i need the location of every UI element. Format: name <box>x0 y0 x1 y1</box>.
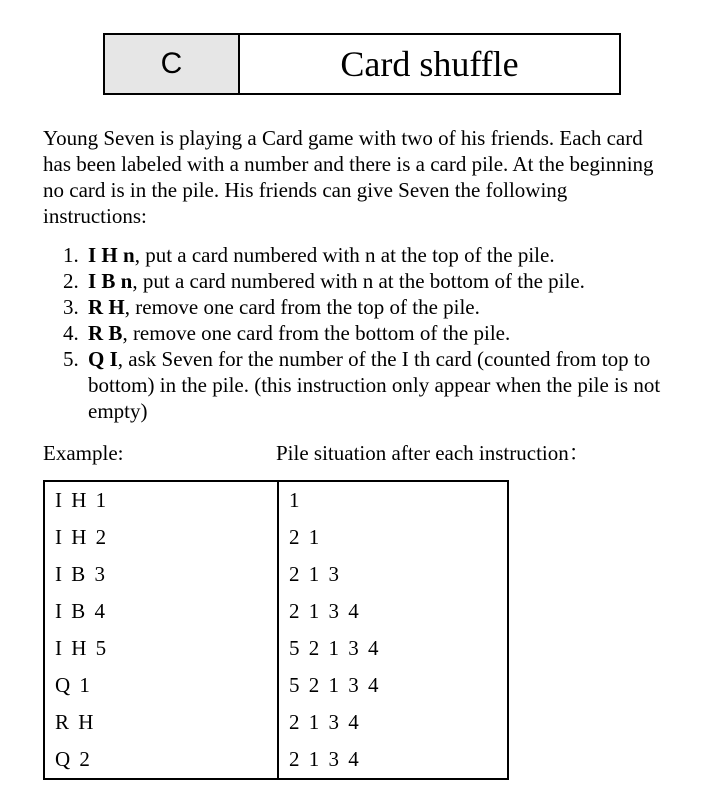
table-row <box>44 481 508 519</box>
example-table <box>43 480 509 780</box>
table-row <box>44 741 508 779</box>
instruction-command: Q I <box>88 347 118 371</box>
instruction-cell: I H 5 <box>44 630 278 667</box>
table-row <box>44 667 508 704</box>
instruction-cell: I H 1 <box>44 481 278 519</box>
instruction-text: , remove one card from the bottom of the pile. <box>122 321 511 345</box>
instruction-item <box>43 320 668 346</box>
instruction-command: R B <box>88 321 123 345</box>
instruction-text: , ask Seven for the number of the I th card (counted from top to bottom) in the pile. (this instruction only appear when the pile is not empty) <box>88 347 661 423</box>
table-row <box>44 593 508 630</box>
pile-cell: 1 <box>289 488 302 512</box>
instruction-command: I B n <box>88 269 133 293</box>
table-row <box>44 630 508 667</box>
problem-letter: C <box>105 35 240 93</box>
intro-paragraph: Young Seven is playing a Card game with two of his friends. Each card has been labeled with a number and there is a card pile. At the beginning no card is in the pile. His friends can give Seven the following instructions: <box>43 126 654 228</box>
instruction-cell: Q 2 <box>44 741 278 779</box>
instruction-cell: I B 3 <box>44 556 278 593</box>
table-row <box>44 704 508 741</box>
instruction-item <box>43 346 668 424</box>
table-row <box>44 556 508 593</box>
problem-header <box>103 33 621 95</box>
pile-cell: 2 1 3 4 <box>289 599 361 623</box>
instruction-cell: I H 2 <box>44 519 278 556</box>
problem-title: Card shuffle <box>340 44 519 84</box>
instruction-item <box>43 242 668 268</box>
example-label: Example: <box>43 441 124 465</box>
instruction-command: R H <box>88 295 125 319</box>
instruction-text: , remove one card from the top of the pile. <box>124 295 480 319</box>
pile-cell: 2 1 3 4 <box>289 747 361 771</box>
pile-situation-label: Pile situation after each instruction： <box>276 441 590 465</box>
pile-cell: 5 2 1 3 4 <box>289 636 381 660</box>
instruction-number: 3. <box>63 295 79 319</box>
instruction-cell: Q 1 <box>44 667 278 704</box>
pile-cell: 5 2 1 3 4 <box>289 673 381 697</box>
instruction-item <box>43 294 668 320</box>
instruction-number: 5. <box>63 347 79 371</box>
instruction-cell: I B 4 <box>44 593 278 630</box>
instruction-text: , put a card numbered with n at the top of the pile. <box>134 243 555 267</box>
instruction-list <box>43 242 668 424</box>
instruction-number: 1. <box>63 243 79 267</box>
instruction-command: I H n <box>88 243 135 267</box>
pile-cell: 2 1 3 <box>289 562 341 586</box>
table-row <box>44 519 508 556</box>
instruction-number: 2. <box>63 269 79 293</box>
pile-cell: 2 1 3 4 <box>289 710 361 734</box>
instruction-cell: R H <box>44 704 278 741</box>
pile-cell: 2 1 <box>289 525 322 549</box>
instruction-number: 4. <box>63 321 79 345</box>
instruction-item <box>43 268 668 294</box>
instruction-text: , put a card numbered with n at the bottom of the pile. <box>132 269 585 293</box>
